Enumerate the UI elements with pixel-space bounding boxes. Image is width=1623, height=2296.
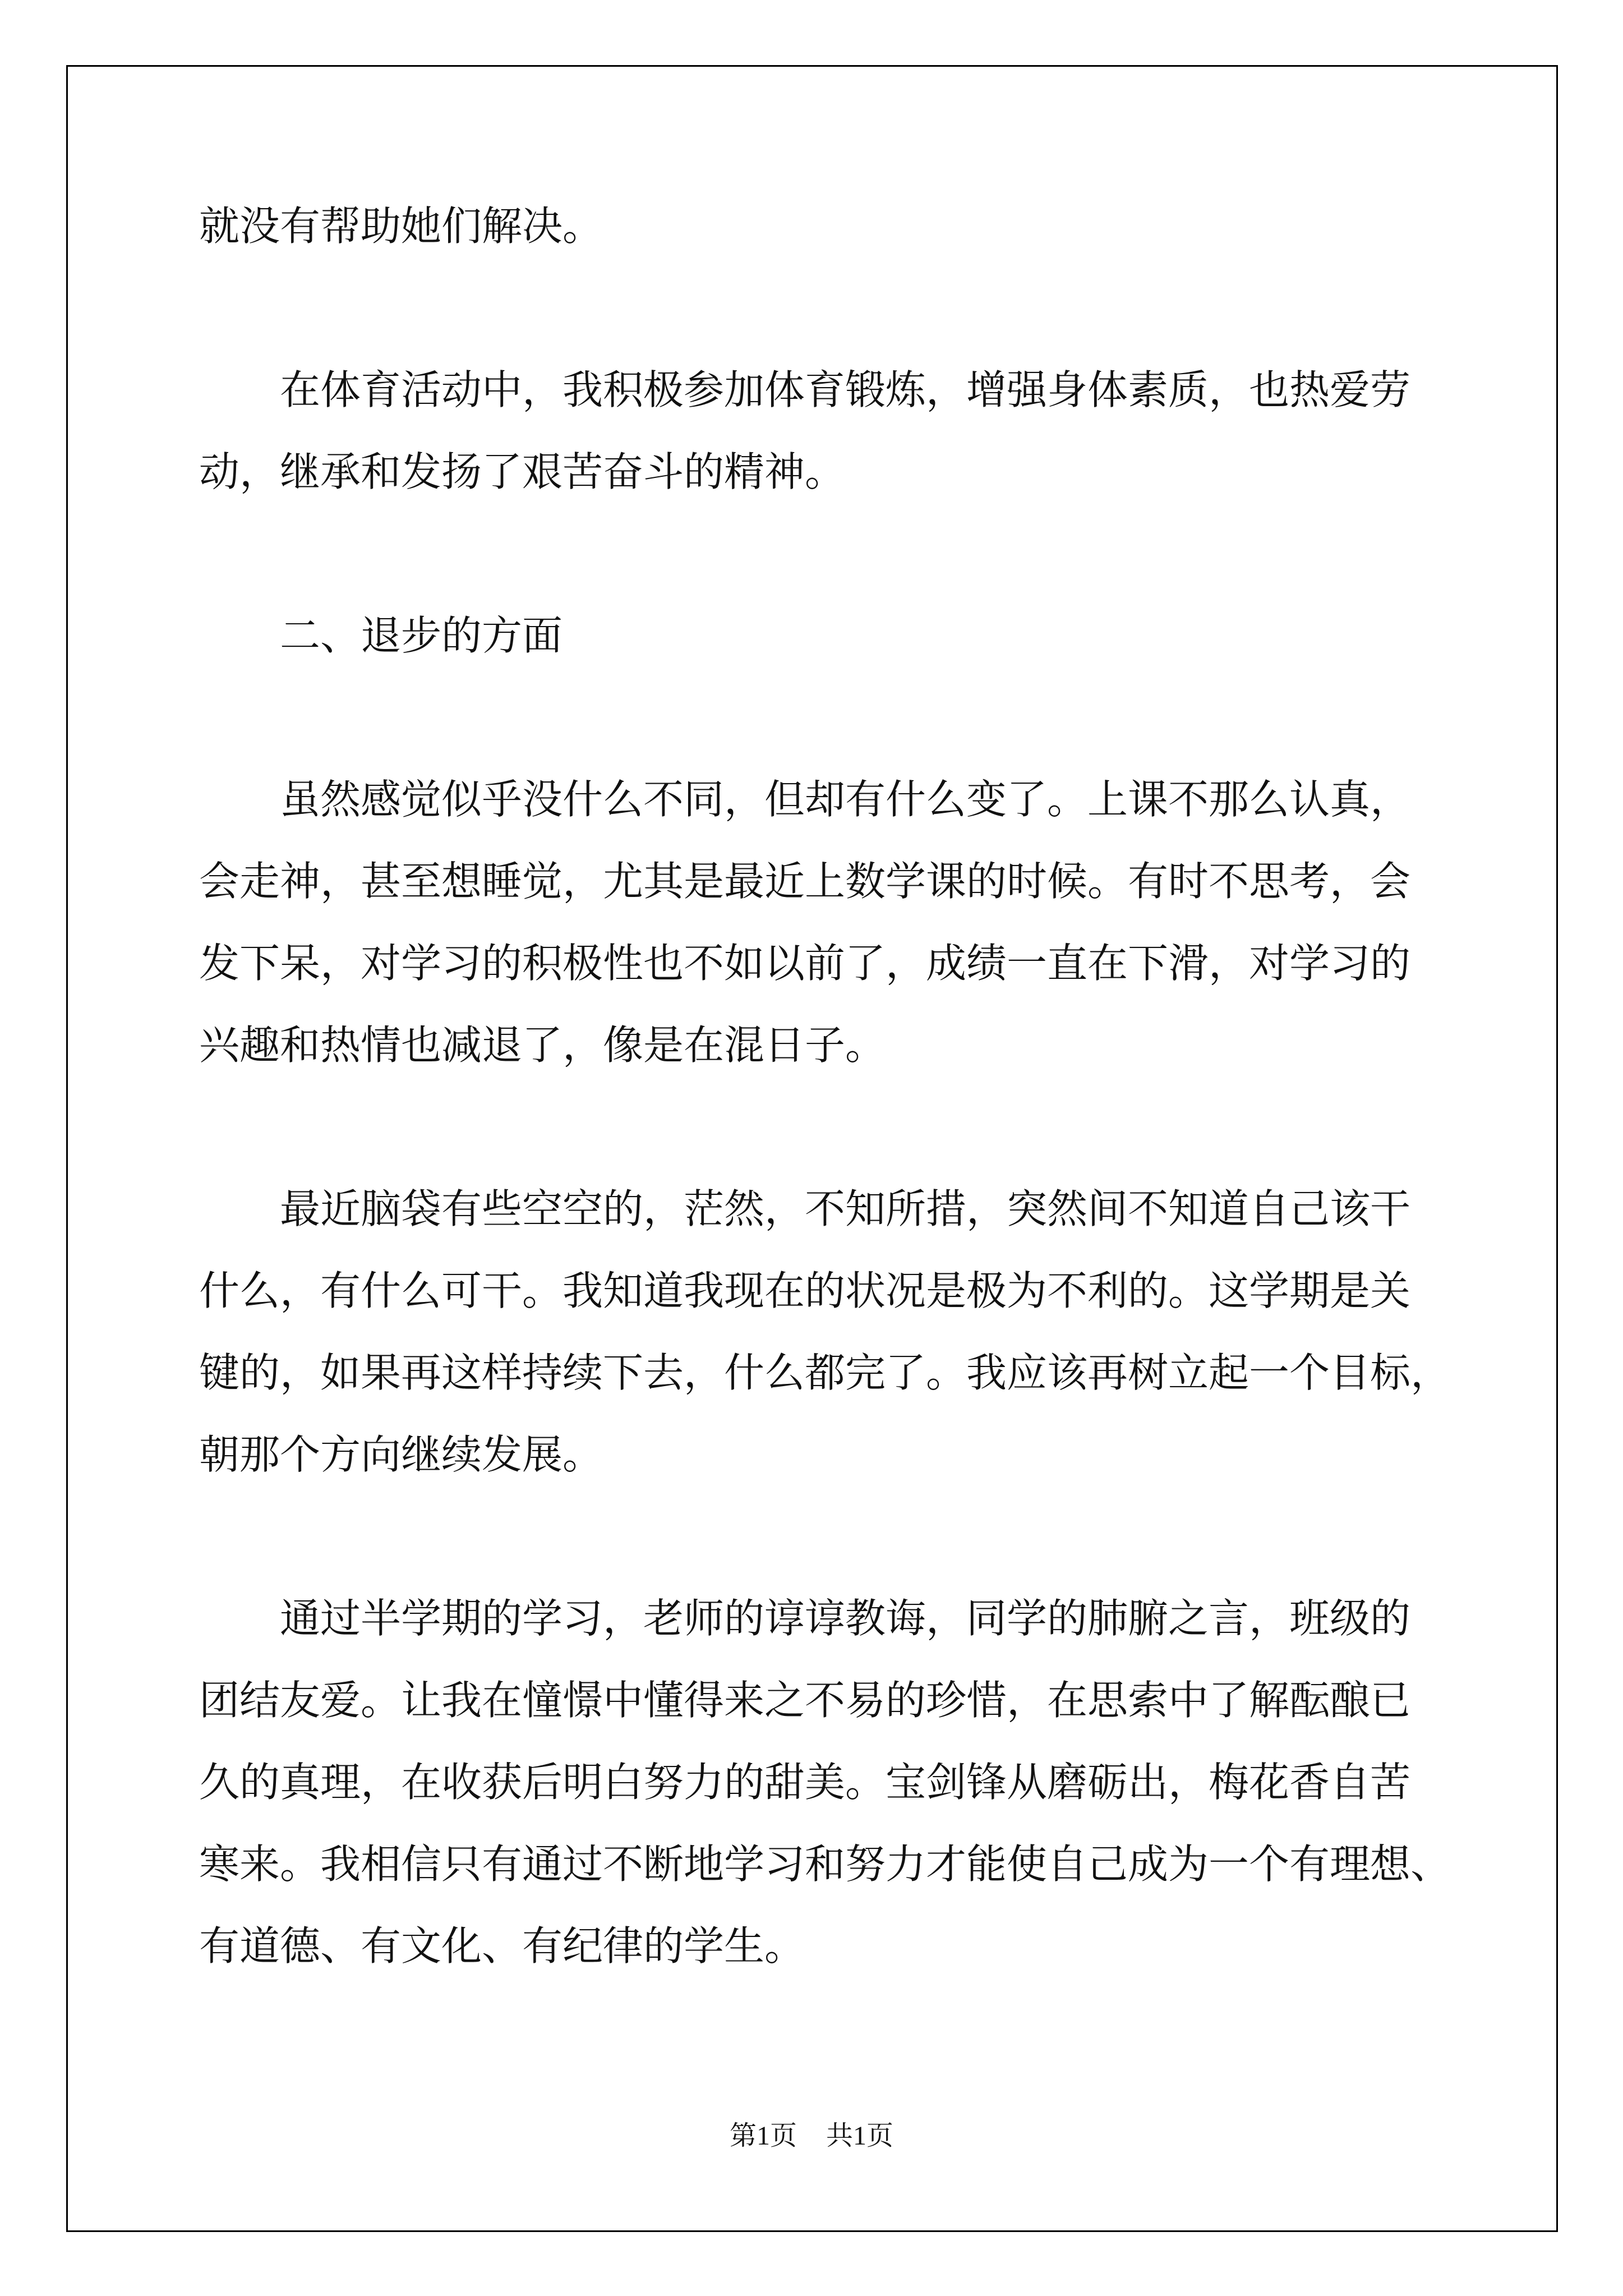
page-total: 共1页: [826, 2121, 894, 2151]
page-footer: [0, 2114, 1623, 2152]
text-line: 久的真理，在收获后明白努力的甜美。宝剑锋从磨砺出，梅花香自苦: [199, 1759, 1411, 1806]
text-line: 通过半学期的学习，老师的谆谆教诲，同学的肺腑之言，班级的: [280, 1595, 1411, 1642]
paragraph-3: [199, 758, 1461, 1086]
text-line: 在体育活动中，我积极参加体育锻炼，增强身体素质，也热爱劳: [280, 366, 1411, 413]
text-line: 就没有帮助她们解决。: [199, 203, 603, 250]
text-line: 键的，如果再这样持续下去，什么都完了。我应该再树立起一个目标，: [199, 1349, 1451, 1396]
text-line: 二、退步的方面: [280, 612, 563, 659]
text-line: 什么，有什么可干。我知道我现在的状况是极为不利的。这学期是关: [199, 1267, 1411, 1314]
text-line: 会走神，甚至想睡觉，尤其是最近上数学课的时候。有时不思考，会: [199, 858, 1411, 905]
text-line: 团结友爱。让我在憧憬中懂得来之不易的珍惜，在思索中了解酝酿已: [199, 1677, 1411, 1724]
text-line: 发下呆，对学习的积极性也不如以前了，成绩一直在下滑，对学习的: [199, 940, 1411, 987]
text-line: 朝那个方向继续发展。: [199, 1431, 603, 1478]
text-line: 虽然感觉似乎没什么不同，但却有什么变了。上课不那么认真，: [280, 776, 1411, 823]
paragraph-2: [199, 349, 1461, 513]
text-line: 寒来。我相信只有通过不断地学习和努力才能使自己成为一个有理想、: [199, 1841, 1451, 1888]
text-line: 动，继承和发扬了艰苦奋斗的精神。: [199, 448, 846, 495]
paragraph-5: [199, 1577, 1461, 1987]
page-number: 第1页: [729, 2121, 797, 2151]
text-line: 最近脑袋有些空空的，茫然，不知所措，突然间不知道自己该干: [280, 1185, 1411, 1232]
document-body: [199, 185, 1461, 2069]
text-line: 有道德、有文化、有纪律的学生。: [199, 1922, 805, 1970]
paragraph-1: [199, 185, 1461, 267]
text-line: 兴趣和热情也减退了，像是在混日子。: [199, 1022, 886, 1069]
section-heading: [199, 595, 1461, 677]
paragraph-4: [199, 1168, 1461, 1496]
